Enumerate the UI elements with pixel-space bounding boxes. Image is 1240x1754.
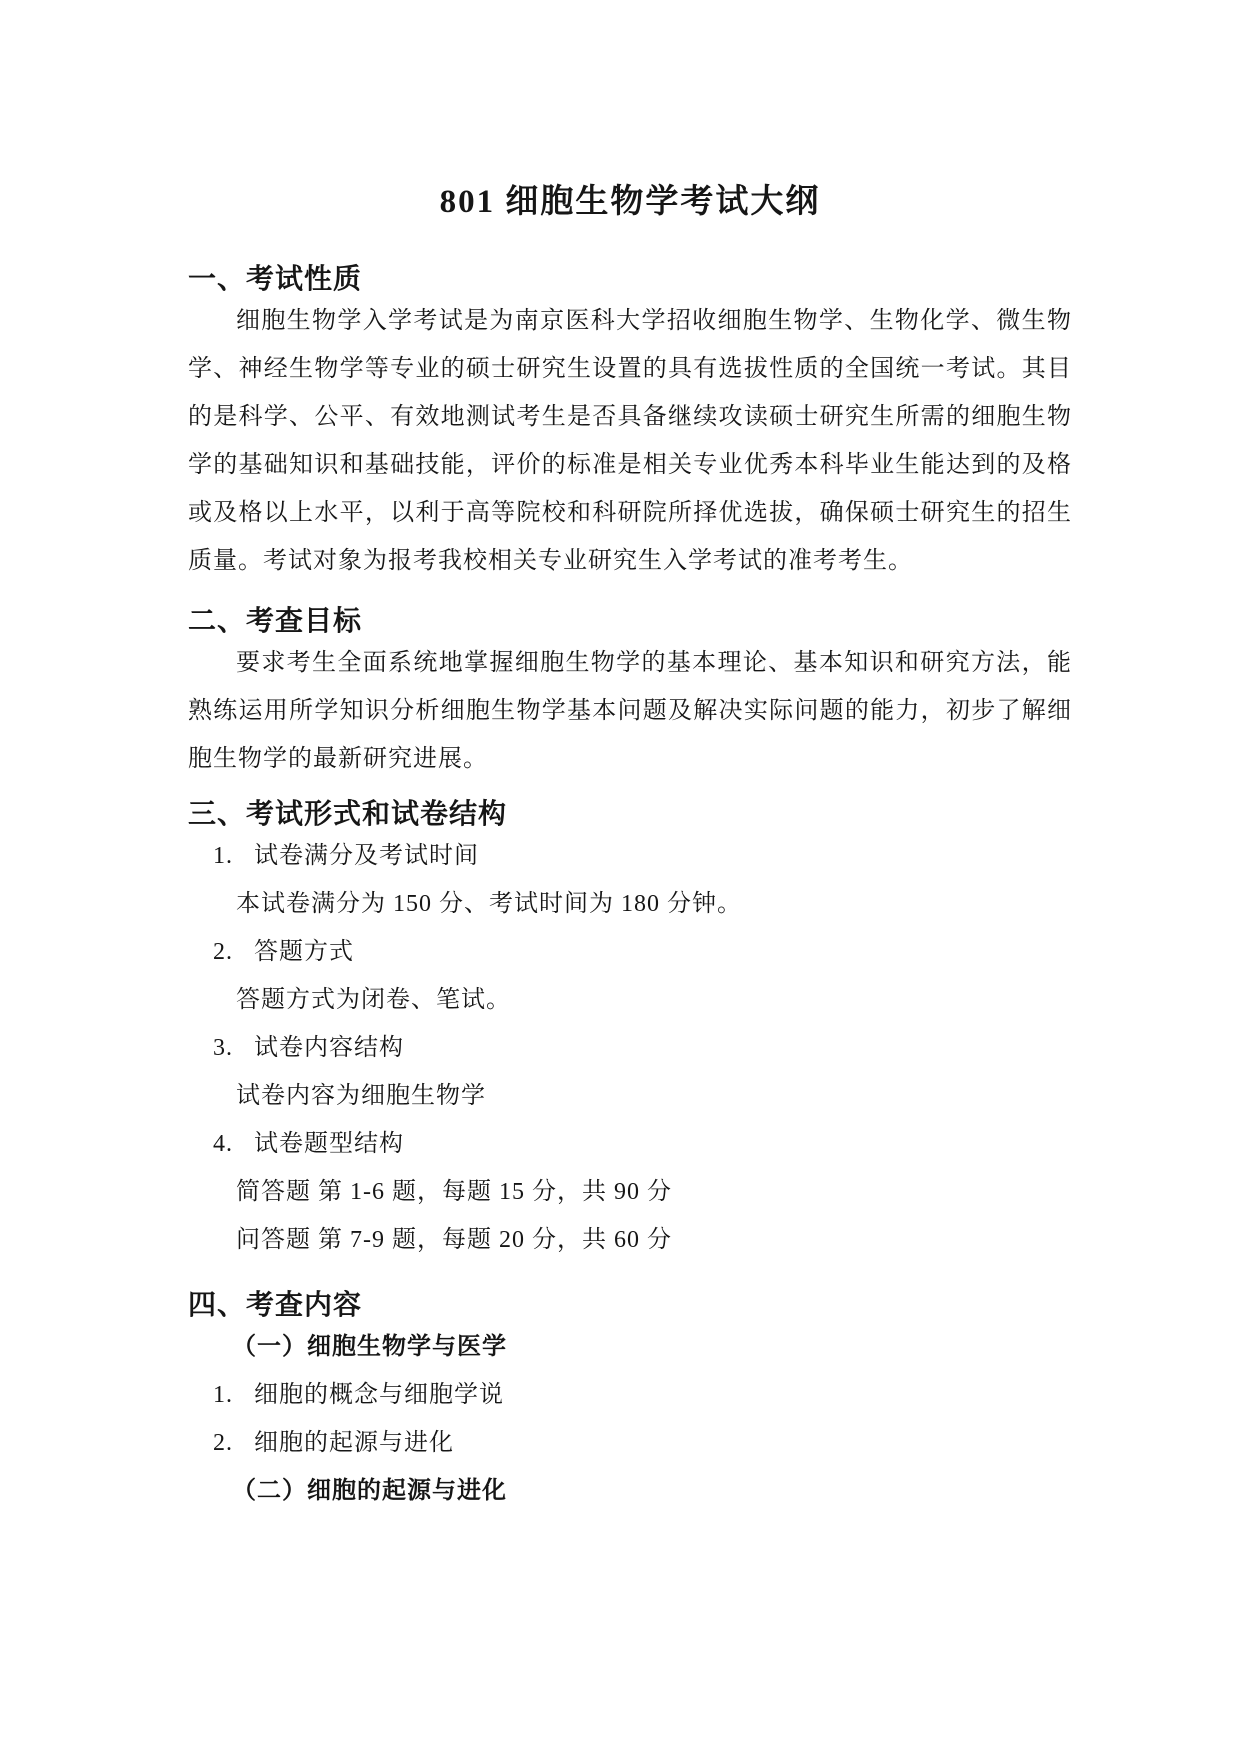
subsection-heading: （二）细胞的起源与进化 <box>232 1477 507 1504</box>
paragraph-line: 的是科学、公平、有效地测试考生是否具备继续攻读硕士研究生所需的细胞生物 <box>188 404 1072 430</box>
paragraph-line: 胞生物学的最新研究进展。 <box>188 746 488 772</box>
list-item-detail: 简答题 第 1-6 题，每题 15 分，共 90 分 <box>236 1179 672 1205</box>
subsection-item: 1. 细胞的概念与细胞学说 <box>213 1382 504 1408</box>
paragraph-line: 学、神经生物学等专业的硕士研究生设置的具有选拔性质的全国统一考试。其目 <box>188 356 1072 382</box>
document-title: 801 细胞生物学考试大纲 <box>439 184 821 220</box>
list-item-detail: 试卷内容为细胞生物学 <box>236 1083 486 1109</box>
list-item-numbered: 4. 试卷题型结构 <box>213 1131 404 1157</box>
list-item-numbered: 1. 试卷满分及考试时间 <box>213 843 479 869</box>
paragraph-line: 要求考生全面系统地掌握细胞生物学的基本理论、基本知识和研究方法，能 <box>236 650 1072 676</box>
section-heading-exam-content: 四、考查内容 <box>188 1289 363 1320</box>
section-heading-exam-goals: 二、考查目标 <box>188 605 363 636</box>
list-item-detail: 答题方式为闭卷、笔试。 <box>236 987 511 1013</box>
subsection-heading: （一）细胞生物学与医学 <box>232 1333 507 1360</box>
paragraph-line: 学的基础知识和基础技能，评价的标准是相关专业优秀本科毕业生能达到的及格 <box>188 452 1072 478</box>
section-heading-exam-nature: 一、考试性质 <box>188 263 363 294</box>
paragraph-line: 质量。考试对象为报考我校相关专业研究生入学考试的准考考生。 <box>188 548 913 574</box>
paragraph-line: 或及格以上水平，以利于高等院校和科研院所择优选拔，确保硕士研究生的招生 <box>188 500 1072 526</box>
subsection-item: 2. 细胞的起源与进化 <box>213 1430 454 1456</box>
paragraph-line: 细胞生物学入学考试是为南京医科大学招收细胞生物学、生物化学、微生物 <box>236 308 1072 334</box>
section-heading-exam-format: 三、考试形式和试卷结构 <box>188 798 508 829</box>
list-item-detail: 问答题 第 7-9 题，每题 20 分，共 60 分 <box>236 1227 672 1253</box>
list-item-numbered: 2. 答题方式 <box>213 939 354 965</box>
list-item-numbered: 3. 试卷内容结构 <box>213 1035 404 1061</box>
list-item-detail: 本试卷满分为 150 分、考试时间为 180 分钟。 <box>236 891 742 917</box>
paragraph-line: 熟练运用所学知识分析细胞生物学基本问题及解决实际问题的能力，初步了解细 <box>188 698 1072 724</box>
